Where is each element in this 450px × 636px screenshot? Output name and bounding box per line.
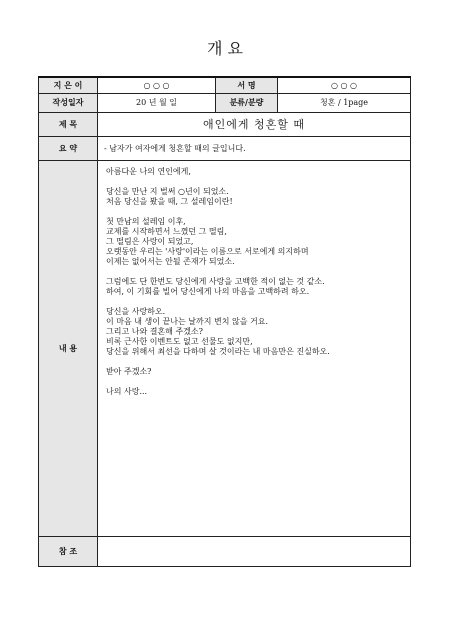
date-label: 작성일자 — [39, 93, 98, 112]
content-line: 당신을 위해서 최선을 다하며 살 것이라는 내 마음만은 진실하오. — [106, 346, 330, 356]
content-line: 오랫동안 우리는 '사랑'이라는 이름으로 서로에게 의지하며 — [106, 246, 309, 256]
reference-row — [39, 536, 411, 566]
content-line: 아름다운 나의 연인에게, — [106, 166, 191, 176]
content-line: 그럼에도 단 한번도 당신에게 사랑을 고백한 적이 없는 것 같소. — [106, 276, 325, 286]
content-body — [98, 160, 411, 536]
content-blank-line — [106, 377, 404, 387]
content-line: 처음 당신을 봤을 때, 그 설레임이란! — [106, 196, 233, 206]
content-blank-line — [106, 297, 404, 307]
subject-row — [39, 112, 411, 136]
content-line: 이제는 없어서는 안될 존재가 되었소. — [106, 256, 235, 266]
page-title: 개 요 — [207, 39, 243, 58]
content-line: 나의 사랑... — [106, 386, 148, 396]
summary-value: - 남자가 여자에게 청혼할 때의 글입니다. — [98, 136, 411, 160]
reference-label: 참 조 — [39, 536, 98, 566]
content-line: 이 마음 내 생이 끝나는 날까지 변치 않을 거요. — [106, 316, 268, 326]
author-value: ○ ○ ○ — [98, 77, 216, 93]
author-label: 지 은 이 — [39, 77, 98, 93]
author-row — [39, 77, 411, 93]
content-line: 그 떨림은 사랑이 되었고, — [106, 236, 194, 246]
subject-label: 제 목 — [39, 112, 98, 136]
summary-row — [39, 136, 411, 160]
subject-value: 애인에게 청혼할 때 — [98, 112, 411, 136]
content-row — [39, 160, 411, 536]
content-line: 받아 주겠소? — [106, 366, 152, 376]
date-value: 20 년 월 일 — [98, 93, 216, 112]
category-value: 청혼 / 1page — [278, 93, 411, 112]
content-line: 당신을 만난 지 벌써 ○년이 되었소. — [106, 186, 229, 196]
reference-value — [98, 536, 411, 566]
content-blank-line — [106, 207, 404, 217]
content-line: 첫 만남의 설레임 이후, — [106, 216, 186, 226]
summary-form — [38, 76, 411, 567]
content-blank-line — [106, 177, 404, 187]
signature-value: ○ ○ ○ — [278, 77, 411, 93]
content-label: 내 용 — [39, 160, 98, 536]
summary-label: 요 약 — [39, 136, 98, 160]
signature-label: 서 명 — [216, 77, 278, 93]
content-blank-line — [106, 267, 404, 277]
content-line: 교제를 시작하면서 느꼈던 그 떨림, — [106, 226, 227, 236]
content-line: 그리고 나와 결혼해 주겠소? — [106, 326, 203, 336]
category-label: 분류/분량 — [216, 93, 278, 112]
date-row — [39, 93, 411, 112]
content-line: 하여, 이 기회를 빌어 당신에게 나의 마음을 고백하려 하오. — [106, 286, 310, 296]
content-line: 비록 근사한 이벤트도 없고 선물도 없지만, — [106, 336, 253, 346]
content-line: 당신을 사랑하오. — [106, 306, 166, 316]
content-blank-line — [106, 357, 404, 367]
